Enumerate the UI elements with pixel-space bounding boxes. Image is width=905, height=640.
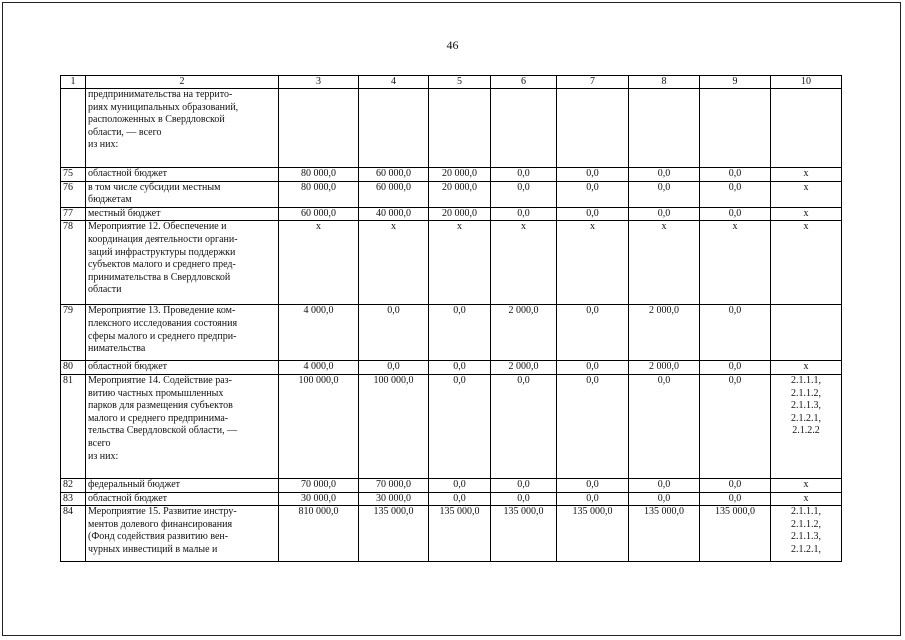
value-cell-year-1: [359, 89, 429, 168]
table-body: [61, 89, 842, 562]
value-cell-year-3: 0,0: [491, 374, 557, 478]
value-cell-year-4: 0,0: [557, 181, 629, 207]
header-cell: 4: [359, 76, 429, 89]
value-cell-year-3: 0,0: [491, 207, 557, 221]
value-cell-year-6: 0,0: [700, 181, 771, 207]
budget-table: [60, 75, 842, 562]
value-cell-year-4: x: [557, 221, 629, 305]
value-cell-year-5: 2 000,0: [629, 305, 700, 361]
value-cell-year-6: 0,0: [700, 168, 771, 182]
value-cell-year-1: x: [359, 221, 429, 305]
value-cell-year-2: 0,0: [429, 361, 491, 375]
table-row: [61, 374, 842, 478]
item-name-cell: предпринимательства на террито- риях муниципальных образований, расположенных в Свердловской области, — всего из них:: [86, 89, 279, 168]
item-name-cell: Мероприятие 12. Обеспечение и координация деятельности органи- заций инфраструктуры поддержки субъектов малого и среднего пред- принимательства в Свердловской области: [86, 221, 279, 305]
value-cell-total: 810 000,0: [279, 506, 359, 562]
target-indicators-cell: x: [771, 181, 842, 207]
table-row: [61, 89, 842, 168]
value-cell-total: 100 000,0: [279, 374, 359, 478]
header-cell: 6: [491, 76, 557, 89]
row-number-cell: 75: [61, 168, 86, 182]
value-cell-year-4: 135 000,0: [557, 506, 629, 562]
table-row: [61, 492, 842, 506]
value-cell-year-5: 0,0: [629, 374, 700, 478]
value-cell-year-3: 0,0: [491, 492, 557, 506]
value-cell-year-4: 0,0: [557, 374, 629, 478]
value-cell-year-4: 0,0: [557, 478, 629, 492]
value-cell-year-4: [557, 89, 629, 168]
target-indicators-cell: [771, 305, 842, 361]
header-row: [61, 76, 842, 89]
target-indicators-cell: 2.1.1.1, 2.1.1.2, 2.1.1.3, 2.1.2.1,: [771, 506, 842, 562]
item-name-cell: Мероприятие 13. Проведение ком- плексного исследования состояния сферы малого и среднего предпри- нимательства: [86, 305, 279, 361]
value-cell-total: 4 000,0: [279, 361, 359, 375]
value-cell-year-1: 70 000,0: [359, 478, 429, 492]
header-cell: 3: [279, 76, 359, 89]
item-name-cell: местный бюджет: [86, 207, 279, 221]
target-indicators-cell: x: [771, 492, 842, 506]
target-indicators-cell: x: [771, 478, 842, 492]
value-cell-year-5: 0,0: [629, 478, 700, 492]
item-name-cell: областной бюджет: [86, 492, 279, 506]
header-cell: 5: [429, 76, 491, 89]
value-cell-year-2: 20 000,0: [429, 168, 491, 182]
table-row: [61, 361, 842, 375]
value-cell-year-1: 0,0: [359, 305, 429, 361]
row-number-cell: 79: [61, 305, 86, 361]
value-cell-total: 60 000,0: [279, 207, 359, 221]
value-cell-year-5: 0,0: [629, 492, 700, 506]
value-cell-total: [279, 89, 359, 168]
value-cell-year-6: 135 000,0: [700, 506, 771, 562]
value-cell-year-1: 100 000,0: [359, 374, 429, 478]
row-number-cell: 76: [61, 181, 86, 207]
value-cell-year-2: 20 000,0: [429, 181, 491, 207]
value-cell-total: x: [279, 221, 359, 305]
header-cell: 10: [771, 76, 842, 89]
row-number-cell: [61, 89, 86, 168]
target-indicators-cell: x: [771, 221, 842, 305]
item-name-cell: федеральный бюджет: [86, 478, 279, 492]
header-cell: 7: [557, 76, 629, 89]
value-cell-year-3: [491, 89, 557, 168]
value-cell-year-5: 0,0: [629, 181, 700, 207]
header-cell: 9: [700, 76, 771, 89]
value-cell-year-6: 0,0: [700, 305, 771, 361]
value-cell-year-6: [700, 89, 771, 168]
value-cell-year-5: [629, 89, 700, 168]
value-cell-year-2: 20 000,0: [429, 207, 491, 221]
header-cell: 2: [86, 76, 279, 89]
target-indicators-cell: 2.1.1.1, 2.1.1.2, 2.1.1.3, 2.1.2.1, 2.1.2.2: [771, 374, 842, 478]
value-cell-year-3: 2 000,0: [491, 305, 557, 361]
value-cell-year-1: 30 000,0: [359, 492, 429, 506]
value-cell-year-2: 0,0: [429, 305, 491, 361]
value-cell-year-5: x: [629, 221, 700, 305]
table-row: [61, 207, 842, 221]
row-number-cell: 84: [61, 506, 86, 562]
header-cell: 1: [61, 76, 86, 89]
table-row: [61, 506, 842, 562]
value-cell-year-1: 60 000,0: [359, 181, 429, 207]
value-cell-year-4: 0,0: [557, 361, 629, 375]
value-cell-year-4: 0,0: [557, 305, 629, 361]
value-cell-year-1: 135 000,0: [359, 506, 429, 562]
table-row: [61, 305, 842, 361]
value-cell-year-3: 0,0: [491, 478, 557, 492]
item-name-cell: областной бюджет: [86, 361, 279, 375]
value-cell-year-5: 135 000,0: [629, 506, 700, 562]
value-cell-year-5: 0,0: [629, 207, 700, 221]
target-indicators-cell: x: [771, 168, 842, 182]
item-name-cell: областной бюджет: [86, 168, 279, 182]
value-cell-year-6: x: [700, 221, 771, 305]
value-cell-year-5: 2 000,0: [629, 361, 700, 375]
value-cell-total: 70 000,0: [279, 478, 359, 492]
header-cell: 8: [629, 76, 700, 89]
value-cell-year-6: 0,0: [700, 478, 771, 492]
value-cell-year-4: 0,0: [557, 168, 629, 182]
row-number-cell: 81: [61, 374, 86, 478]
table-row: [61, 181, 842, 207]
value-cell-year-1: 0,0: [359, 361, 429, 375]
row-number-cell: 83: [61, 492, 86, 506]
value-cell-year-6: 0,0: [700, 361, 771, 375]
value-cell-year-2: [429, 89, 491, 168]
value-cell-year-4: 0,0: [557, 492, 629, 506]
value-cell-year-4: 0,0: [557, 207, 629, 221]
value-cell-year-3: 2 000,0: [491, 361, 557, 375]
value-cell-year-2: 135 000,0: [429, 506, 491, 562]
value-cell-year-1: 40 000,0: [359, 207, 429, 221]
table-row: [61, 221, 842, 305]
value-cell-year-6: 0,0: [700, 492, 771, 506]
value-cell-year-5: 0,0: [629, 168, 700, 182]
target-indicators-cell: x: [771, 207, 842, 221]
value-cell-total: 30 000,0: [279, 492, 359, 506]
value-cell-total: 4 000,0: [279, 305, 359, 361]
value-cell-year-2: 0,0: [429, 492, 491, 506]
value-cell-year-3: 0,0: [491, 181, 557, 207]
item-name-cell: в том числе субсидии местным бюджетам: [86, 181, 279, 207]
value-cell-year-1: 60 000,0: [359, 168, 429, 182]
value-cell-year-2: 0,0: [429, 478, 491, 492]
value-cell-year-3: 135 000,0: [491, 506, 557, 562]
row-number-cell: 82: [61, 478, 86, 492]
target-indicators-cell: [771, 89, 842, 168]
value-cell-year-2: x: [429, 221, 491, 305]
value-cell-total: 80 000,0: [279, 181, 359, 207]
value-cell-total: 80 000,0: [279, 168, 359, 182]
value-cell-year-6: 0,0: [700, 207, 771, 221]
table-row: [61, 478, 842, 492]
value-cell-year-2: 0,0: [429, 374, 491, 478]
row-number-cell: 77: [61, 207, 86, 221]
value-cell-year-3: 0,0: [491, 168, 557, 182]
item-name-cell: Мероприятие 15. Развитие инстру- ментов долевого финансирования (Фонд содействия развитию вен- чурных инвестиций в малые и: [86, 506, 279, 562]
table-row: [61, 168, 842, 182]
row-number-cell: 78: [61, 221, 86, 305]
page-number: 46: [446, 38, 459, 52]
item-name-cell: Мероприятие 14. Содействие раз- витию частных промышленных парков для размещения субъектов малого и среднего предпринима- тельства Свердловской области, — всего из них:: [86, 374, 279, 478]
value-cell-year-3: x: [491, 221, 557, 305]
row-number-cell: 80: [61, 361, 86, 375]
target-indicators-cell: x: [771, 361, 842, 375]
value-cell-year-6: 0,0: [700, 374, 771, 478]
